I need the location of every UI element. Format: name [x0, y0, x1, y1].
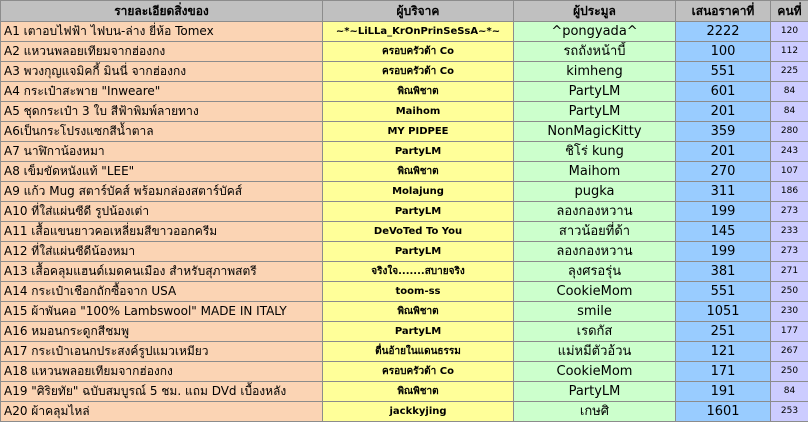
price-cell[interactable]: 601: [676, 82, 771, 102]
count-cell[interactable]: 267: [771, 342, 808, 362]
item-cell[interactable]: A5 ชุดกระเป๋า 3 ใบ สีฟ้าพิมพ์ลายทาง: [1, 102, 323, 122]
winner-cell[interactable]: แม่หมีตัวอ้วน: [514, 342, 676, 362]
donor-cell[interactable]: MY PIDPEE: [323, 122, 514, 142]
item-cell[interactable]: A10 ที่ใส่แผ่นซีดี รูปน้องเต่า: [1, 202, 323, 222]
table-row: [1, 122, 808, 142]
price-cell[interactable]: 201: [676, 142, 771, 162]
count-cell[interactable]: 280: [771, 122, 808, 142]
item-cell[interactable]: A1 เตาอบไฟฟ้า ไฟบน-ล่าง ยี่ห้อ Tomex: [1, 22, 323, 42]
donor-cell[interactable]: จริงใจ.......สบายจริง: [323, 262, 514, 282]
item-cell[interactable]: A19 "ศิริยทัย" ฉบับสมบูรณ์ 5 ชม. แถม DVd เบื้องหลัง: [1, 382, 323, 402]
donor-cell[interactable]: Maihom: [323, 102, 514, 122]
donor-cell[interactable]: พิณพิชาต: [323, 82, 514, 102]
price-cell[interactable]: 359: [676, 122, 771, 142]
header-item[interactable]: รายละเอียดสิ่งของ: [1, 1, 323, 22]
price-cell[interactable]: 381: [676, 262, 771, 282]
price-cell[interactable]: 1601: [676, 402, 771, 422]
item-cell[interactable]: A8 เข็มขัดหนังแท้ "LEE": [1, 162, 323, 182]
donor-cell[interactable]: พิณพิชาต: [323, 162, 514, 182]
item-cell[interactable]: A4 กระเป๋าสะพาย "Inweare": [1, 82, 323, 102]
item-cell[interactable]: A17 กระเป๋าเอนกประสงค์รูปแมวเหมียว: [1, 342, 323, 362]
table-row: [1, 402, 808, 422]
count-cell[interactable]: 250: [771, 362, 808, 382]
item-cell[interactable]: A6เป็นกระโปรงแซกสีน้ำตาล: [1, 122, 323, 142]
item-cell[interactable]: A14 กระเป๋าเชือกถักซื้อจาก USA: [1, 282, 323, 302]
table-row: [1, 242, 808, 262]
count-cell[interactable]: 253: [771, 402, 808, 422]
item-cell[interactable]: A13 เสื้อคลุมแฮนด์เมดคนเมือง สำหรับสุภาพสตรี: [1, 262, 323, 282]
price-cell[interactable]: 2222: [676, 22, 771, 42]
header-donor[interactable]: ผู้บริจาค: [323, 1, 514, 22]
table-row: [1, 102, 808, 122]
item-cell[interactable]: A15 ผ้าพันคอ "100% Lambswool" MADE IN ITALY: [1, 302, 323, 322]
donor-cell[interactable]: ครอบครัวต้า Co: [323, 42, 514, 62]
table-row: [1, 222, 808, 242]
count-cell[interactable]: 107: [771, 162, 808, 182]
winner-cell[interactable]: kimheng: [514, 62, 676, 82]
winner-cell[interactable]: ชิโร่ kung: [514, 142, 676, 162]
count-cell[interactable]: 230: [771, 302, 808, 322]
table-row: [1, 322, 808, 342]
winner-cell[interactable]: Maihom: [514, 162, 676, 182]
header-count[interactable]: คนที่: [771, 1, 808, 22]
winner-cell[interactable]: สาวน้อยที่ด้า: [514, 222, 676, 242]
count-cell[interactable]: 273: [771, 242, 808, 262]
donor-cell[interactable]: ครอบครัวต้า Co: [323, 62, 514, 82]
winner-cell[interactable]: ลุงศรอรุ่น: [514, 262, 676, 282]
count-cell[interactable]: 271: [771, 262, 808, 282]
count-cell[interactable]: 186: [771, 182, 808, 202]
item-cell[interactable]: A9 แก้ว Mug สตาร์บัคส์ พร้อมกล่องสตาร์บัคส์: [1, 182, 323, 202]
item-cell[interactable]: A11 เสื้อแขนยาวคอเหลี่ยมสีขาวออกครีม: [1, 222, 323, 242]
winner-cell[interactable]: ลองกองหวาน: [514, 202, 676, 222]
winner-cell[interactable]: NonMagicKitty: [514, 122, 676, 142]
winner-cell[interactable]: ลองกองหวาน: [514, 242, 676, 262]
donor-cell[interactable]: พิณพิชาต: [323, 382, 514, 402]
winner-cell[interactable]: smile: [514, 302, 676, 322]
price-cell[interactable]: 551: [676, 62, 771, 82]
item-cell[interactable]: A7 นาฬิกาน้องหมา: [1, 142, 323, 162]
table-row: [1, 22, 808, 42]
header-row: [1, 1, 808, 22]
winner-cell[interactable]: เรดกัส: [514, 322, 676, 342]
price-cell[interactable]: 1051: [676, 302, 771, 322]
price-cell[interactable]: 201: [676, 102, 771, 122]
table-row: [1, 342, 808, 362]
winner-cell[interactable]: PartyLM: [514, 82, 676, 102]
donor-cell[interactable]: DeVoTed To You: [323, 222, 514, 242]
donor-cell[interactable]: ครอบครัวต้า Co: [323, 362, 514, 382]
count-cell[interactable]: 112: [771, 42, 808, 62]
count-cell[interactable]: 84: [771, 102, 808, 122]
header-price[interactable]: เสนอราคาที่: [676, 1, 771, 22]
donor-cell[interactable]: พิณพิชาต: [323, 302, 514, 322]
item-cell[interactable]: A3 พวงกุญแจมิคกี้ มินนี่ จากฮ่องกง: [1, 62, 323, 82]
price-cell[interactable]: 199: [676, 202, 771, 222]
item-cell[interactable]: A20 ผ้าคลุมไหล่: [1, 402, 323, 422]
price-cell[interactable]: 270: [676, 162, 771, 182]
donor-cell[interactable]: jackkyjing: [323, 402, 514, 422]
count-cell[interactable]: 243: [771, 142, 808, 162]
item-cell[interactable]: A18 แหวนพลอยเทียมจากฮ่องกง: [1, 362, 323, 382]
winner-cell[interactable]: รถถังหน้าบี้: [514, 42, 676, 62]
price-cell[interactable]: 199: [676, 242, 771, 262]
count-cell[interactable]: 233: [771, 222, 808, 242]
table-row: [1, 42, 808, 62]
winner-cell[interactable]: เกษศิ: [514, 402, 676, 422]
table-row: [1, 262, 808, 282]
donor-cell[interactable]: ~*~LiLLa_KrOnPrinSeSsA~*~: [323, 22, 514, 42]
donor-cell[interactable]: PartyLM: [323, 242, 514, 262]
donor-cell[interactable]: PartyLM: [323, 142, 514, 162]
count-cell[interactable]: 225: [771, 62, 808, 82]
winner-cell[interactable]: ^pongyada^: [514, 22, 676, 42]
count-cell[interactable]: 120: [771, 22, 808, 42]
price-cell[interactable]: 251: [676, 322, 771, 342]
donor-cell[interactable]: PartyLM: [323, 202, 514, 222]
table-row: [1, 142, 808, 162]
price-cell[interactable]: 191: [676, 382, 771, 402]
winner-cell[interactable]: PartyLM: [514, 102, 676, 122]
count-cell[interactable]: 250: [771, 282, 808, 302]
price-cell[interactable]: 145: [676, 222, 771, 242]
count-cell[interactable]: 177: [771, 322, 808, 342]
donor-cell[interactable]: ตื่นอ้ายในแดนธรรม: [323, 342, 514, 362]
price-cell[interactable]: 171: [676, 362, 771, 382]
table-row: [1, 162, 808, 182]
count-cell[interactable]: 273: [771, 202, 808, 222]
donor-cell[interactable]: Molajung: [323, 182, 514, 202]
price-cell[interactable]: 311: [676, 182, 771, 202]
table-row: [1, 382, 808, 402]
header-winner[interactable]: ผู้ประมูล: [514, 1, 676, 22]
price-cell[interactable]: 100: [676, 42, 771, 62]
donor-cell[interactable]: PartyLM: [323, 322, 514, 342]
winner-cell[interactable]: CookieMom: [514, 282, 676, 302]
winner-cell[interactable]: PartyLM: [514, 382, 676, 402]
table-row: [1, 282, 808, 302]
item-cell[interactable]: A12 ที่ใส่แผ่นซีดีน้องหมา: [1, 242, 323, 262]
donor-cell[interactable]: toom-ss: [323, 282, 514, 302]
table-row: [1, 62, 808, 82]
item-cell[interactable]: A16 หมอนกระดูกสีชมพู: [1, 322, 323, 342]
table-row: [1, 182, 808, 202]
winner-cell[interactable]: pugka: [514, 182, 676, 202]
table-row: [1, 82, 808, 102]
table-row: [1, 302, 808, 322]
count-cell[interactable]: 84: [771, 82, 808, 102]
item-cell[interactable]: A2 แหวนพลอยเทียมจากฮ่องกง: [1, 42, 323, 62]
winner-cell[interactable]: CookieMom: [514, 362, 676, 382]
table-row: [1, 202, 808, 222]
price-cell[interactable]: 121: [676, 342, 771, 362]
count-cell[interactable]: 84: [771, 382, 808, 402]
price-cell[interactable]: 551: [676, 282, 771, 302]
table-row: [1, 362, 808, 382]
